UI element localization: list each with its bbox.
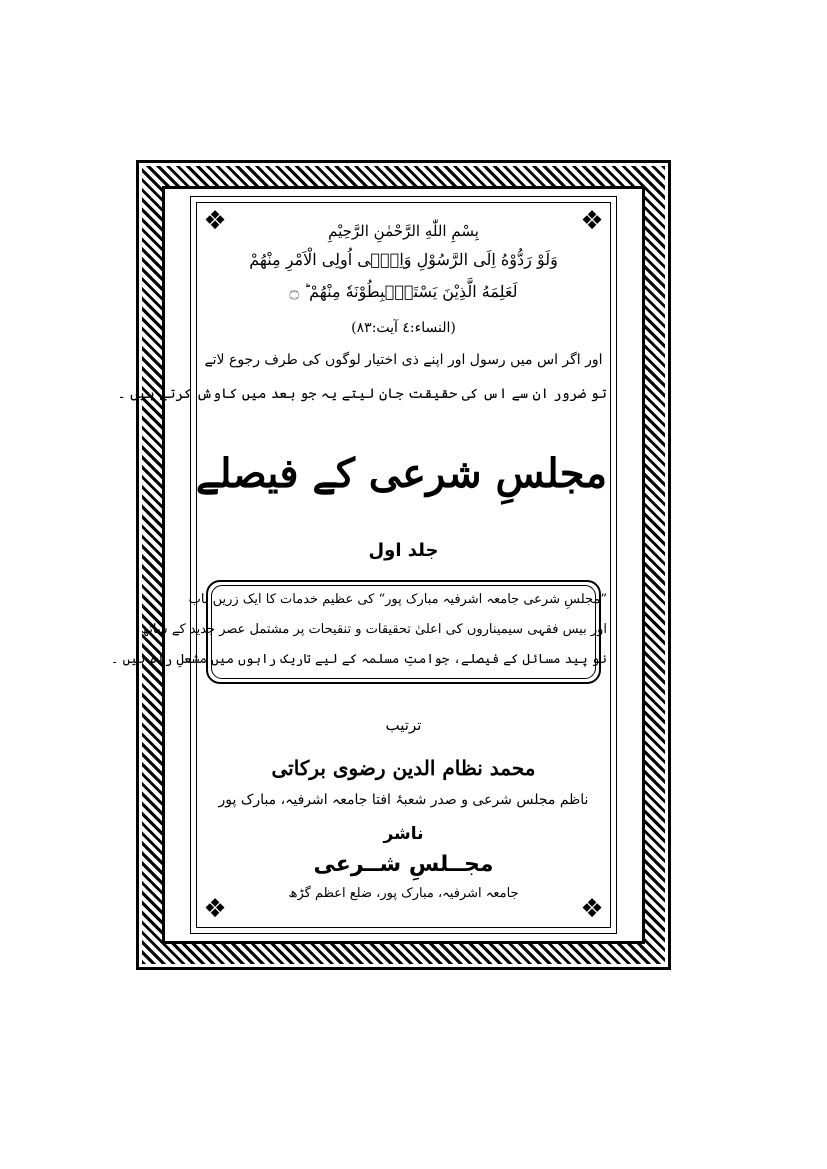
corner-ornament-icon: ❖ (203, 206, 227, 236)
description-line-1: ”مجلسِ شرعی جامعہ اشرفیہ مبارک پور“ کی عظیم خدمات کا ایک زریں باب (188, 592, 607, 607)
publisher-label: ناشر (383, 824, 424, 844)
corner-ornament-icon: ❖ (580, 894, 604, 924)
publisher-name: مجــلسِ شــرعی (313, 852, 494, 877)
translation-line-1: اور اگر اس میں رسول اور اپنے ذی اختیار لوگوں کی طرف رجوع لاتے (204, 352, 603, 368)
book-title: مجلسِ شرعی کے فیصلے (195, 450, 607, 497)
compiler-name: محمد نظام الدین رضوی برکاتی (271, 756, 536, 780)
description-line-3: نو پید مسائل کے فیصلے، جوامتِ مسلمہ کے لیے تاریک راہوں میں مشعلِ راہ ہیں ۔ (110, 652, 607, 667)
bismillah: بِسْمِ اللّٰهِ الرَّحْمٰنِ الرَّحِيْمِ (328, 222, 479, 240)
verse-line-1: وَلَوْ رَدُّوْهُ اِلَى الرَّسُوْلِ وَاِلٰۤى اُولِى الْاَمْرِ مِنْهُمْ (249, 250, 558, 269)
verse-reference: (النساء:٤ آیت:٨٣) (351, 320, 456, 336)
volume-label: جلد اول (368, 540, 439, 561)
compiler-label: ترتیب (385, 716, 422, 734)
corner-ornament-icon: ❖ (203, 894, 227, 924)
corner-ornament-icon: ❖ (580, 206, 604, 236)
publisher-address: جامعہ اشرفیہ، مبارک پور، ضلع اعظم گڑھ (288, 886, 519, 901)
description-line-2: اور بیس فقہی سیمیناروں کی اعلیٰ تحقیقات و تنقیحات پر مشتمل عصر جدید کے ساتھ (141, 622, 607, 637)
verse-line-2: لَعَلِمَهُ الَّذِيْنَ يَسْتَنْۢبِطُوْنَهٗ مِنْهُمْ ؕ ۝ (289, 282, 518, 301)
translation-line-2: تو ضرور ان سے اس کی حقیقت جان لیتے یہ جو بعد میں کاوش کرتے ہیں ۔ (117, 386, 607, 402)
page-border-thin (110, 202, 611, 928)
compiler-designation: ناظم مجلس شرعی و صدر شعبۂ افتا جامعہ اشرفیہ، مبارک پور (218, 792, 589, 808)
